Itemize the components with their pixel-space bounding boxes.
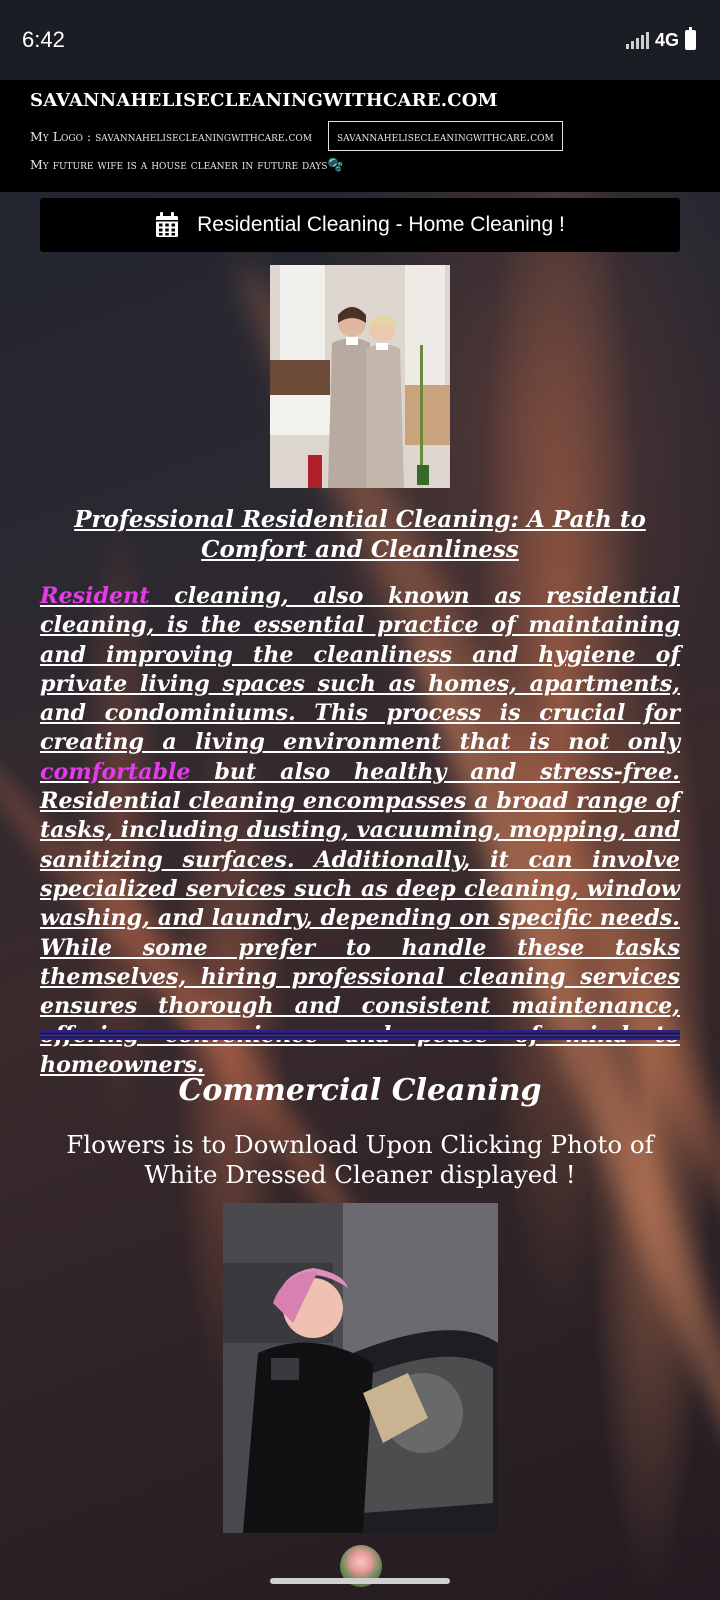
battery-icon <box>685 30 696 50</box>
car-wash-cleaner-photo[interactable] <box>223 1203 498 1533</box>
resident-link[interactable]: Resident <box>40 583 150 609</box>
commercial-subtext: Flowers is to Download Upon Clicking Photo of White Dressed Cleaner displayed ! <box>66 1130 654 1189</box>
residential-paragraph <box>40 582 680 1080</box>
site-logo-row <box>30 121 690 151</box>
residential-cleaning-button-label: Residential Cleaning - Home Cleaning ! <box>197 213 565 236</box>
calendar-icon <box>155 212 179 238</box>
residential-text-part-1: cleaning, also known as residential cleaning, is the essential practice of maintaining and improving the cleanliness and hygiene of private living spaces such as homes, apartments, and condominiums. This process is crucial for creating a living environment that is not only <box>40 583 680 756</box>
section-divider <box>40 1030 680 1040</box>
home-indicator[interactable] <box>270 1578 450 1584</box>
commercial-heading: Commercial Cleaning <box>178 1073 542 1108</box>
site-header <box>0 80 720 192</box>
signal-icon <box>626 31 649 49</box>
residential-cleaning-button[interactable] <box>40 198 680 252</box>
site-tagline: My future wife is a house cleaner in future days🫧 <box>30 157 344 172</box>
network-type: 4G <box>654 29 679 50</box>
cleaners-illustration <box>270 265 450 488</box>
comfortable-link[interactable]: comfortable <box>40 758 191 785</box>
residential-text-part-2: but also healthy and stress-free. Residential cleaning encompasses a broad range of tasks, including dusting, vacuuming, mopping, and sanitizing surfaces. Additionally, it can involve specialized services such as deep cleaning, window washing, and laundry, depending on specific needs. While some prefer to handle these tasks themselves, hiring professional cleaning services ensures thorough and consistent maintenance, homeowners. <box>40 758 680 1078</box>
status-bar <box>0 0 720 80</box>
site-url-button[interactable]: savannahelisecleaningwithcare.com <box>328 121 563 151</box>
residential-heading: Professional Residential Cleaning: A Path to Comfort and Cleanliness <box>74 506 646 563</box>
site-title[interactable]: SAVANNAHELISECLEANINGWITHCARE.COM <box>30 90 498 111</box>
logo-text: My Logo : savannahelisecleaningwithcare.com <box>30 128 312 144</box>
cleaners-photo[interactable] <box>270 265 450 488</box>
car-wash-illustration <box>223 1203 498 1533</box>
status-icons <box>626 30 696 51</box>
status-time: 6:42 <box>22 27 65 52</box>
